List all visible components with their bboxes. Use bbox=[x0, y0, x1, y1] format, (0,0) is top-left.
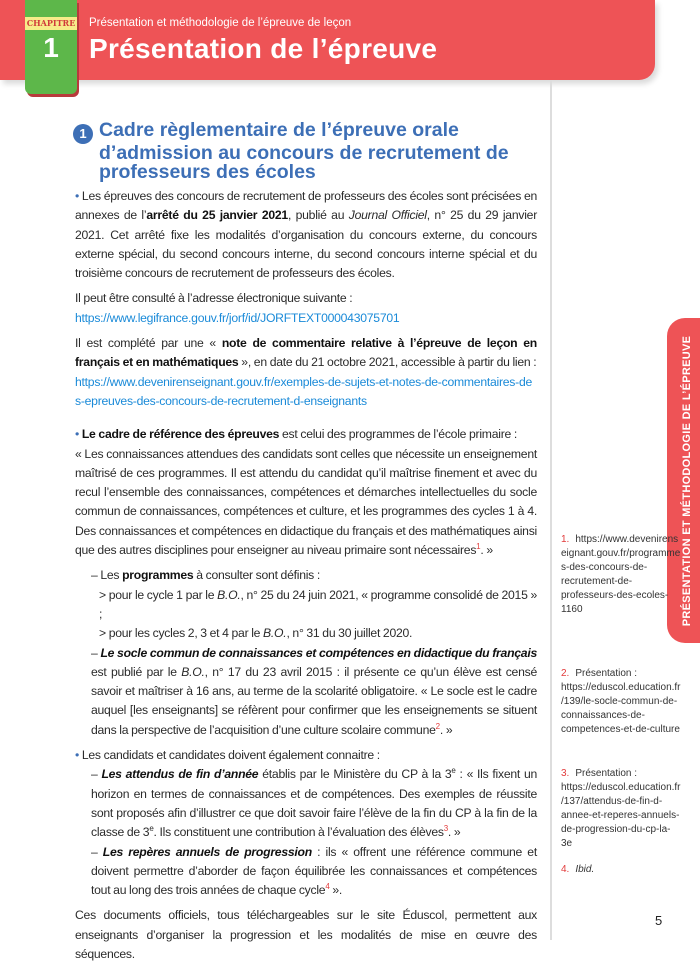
paragraph bbox=[75, 746, 537, 765]
side-tab-label: PRÉSENTATION ET MÉTHODOLOGIE DE L’ÉPREUVE bbox=[681, 335, 693, 626]
text-segment: – Les bbox=[91, 568, 123, 583]
text-segment: . Ils constituent une contribution à l’évaluation des élèves bbox=[153, 825, 444, 840]
footnote-ref[interactable]: 3 bbox=[443, 824, 448, 834]
text-segment: Les candidats et candidates doivent également connaitre : bbox=[81, 748, 380, 763]
text-segment: Le cadre de référence des épreuves bbox=[81, 427, 280, 442]
text-segment: B.O. bbox=[217, 587, 241, 602]
footnote-ref[interactable]: 2 bbox=[435, 721, 440, 731]
chapter-label: CHAPITRE bbox=[26, 18, 76, 28]
paragraph bbox=[75, 334, 537, 373]
text-segment: Journal Officiel bbox=[348, 208, 427, 223]
footnote bbox=[561, 667, 681, 737]
margin-notes bbox=[561, 533, 681, 877]
paragraph bbox=[75, 644, 537, 740]
text-segment: , n° 25 du 29 janvier 2021. Cet arrêté fixe les modalités d’organisation du concours externe, du concours externe spécial, du second concours interne, du second concours interne spécial et du troisième concours de recrutement de professeurs des écoles. bbox=[75, 208, 538, 281]
paragraph bbox=[75, 566, 537, 585]
text-segment: : ils « offrent une référence commune et doivent permettre d’aborder de façon équilibrée les connaissances et compétences tout au long des trois années de chaque cycle bbox=[91, 844, 537, 898]
footnote-text: https://www.devenirenseignant.gouv.fr/programmes-des-concours-de-recrutement-de-professeurs-des-ecoles-1160 bbox=[561, 534, 681, 615]
text-segment: Ces documents officiels, tous téléchargeables sur le site Éduscol, permettent aux enseignants d’organiser la progression et les modalités de mise en œuvre des séquences. bbox=[75, 908, 537, 961]
bullet-icon: • bbox=[75, 427, 82, 442]
text-segment: Les épreuves des concours de recrutement de professeurs des écoles sont précisées en annexes de l’ bbox=[75, 189, 537, 223]
text-segment: Le socle commun de connaissances et compétences en didactique du français bbox=[100, 645, 537, 660]
url-link[interactable]: https://www.legifrance.gouv.fr/jorf/id/JORFTEXT000043075701 bbox=[75, 310, 400, 325]
page-number: 5 bbox=[655, 913, 663, 928]
text-segment: Les attendus de fin d’année bbox=[101, 767, 259, 782]
paragraph bbox=[75, 586, 537, 625]
bullet-icon: • bbox=[75, 748, 82, 763]
text-segment: B.O. bbox=[263, 626, 287, 641]
text-segment: Les repères annuels de progression bbox=[102, 844, 312, 859]
footnote bbox=[561, 533, 681, 617]
text-segment: > pour le cycle 1 par le bbox=[99, 587, 218, 602]
paragraph bbox=[75, 445, 537, 561]
footnote-number: 1. bbox=[561, 534, 570, 545]
chapter-header bbox=[0, 0, 655, 80]
text-segment: Il est complété par une « bbox=[75, 336, 222, 351]
text-segment: . » bbox=[447, 825, 461, 840]
paragraph bbox=[75, 373, 537, 412]
text-segment: , n° 17 du 23 avril 2015 : il présente ce qu’un élève est censé savoir et maîtriser à 16 ans, au terme de la scolarité obligatoire. « Le socle est le cadre auquel [les enseignants] se réfèrent pour confirmer que les enseignements se situent dans la perspective de l’acquisition d’une culture scolaire commune bbox=[91, 664, 537, 737]
footnote-text: Présentation : https://eduscol.education.fr/137/attendus-de-fin-d-annee-et-reperes-annuels-de-progression-du-cp-la-3e bbox=[561, 768, 681, 849]
section-title: Cadre règlementaire de l’épreuve orale d’admission au concours de recrutement de professeurs des écoles bbox=[99, 119, 509, 183]
content-column bbox=[73, 121, 537, 970]
section-heading bbox=[73, 121, 528, 181]
text-segment: . » bbox=[439, 722, 453, 737]
chapter-badge bbox=[25, 0, 77, 94]
footnote-ref[interactable]: 4 bbox=[325, 882, 330, 892]
footnote-ref[interactable]: 1 bbox=[476, 541, 481, 551]
text-segment: à consulter sont définis : bbox=[193, 568, 320, 583]
text-segment: établis par le Ministère du CP à la 3 bbox=[258, 767, 452, 782]
text-segment: est publié par le bbox=[91, 664, 182, 679]
paragraph bbox=[75, 765, 537, 842]
text-segment: e bbox=[149, 824, 154, 834]
chapter-supertitle: Présentation et méthodologie de l’épreuve de leçon bbox=[89, 17, 352, 29]
text-segment: – bbox=[91, 844, 103, 859]
text-segment: est celui des programmes de l’école primaire : bbox=[279, 427, 518, 442]
text-segment: > pour les cycles 2, 3 et 4 par le bbox=[99, 626, 264, 641]
footnote-number: 3. bbox=[561, 768, 570, 779]
text-segment: B.O. bbox=[181, 664, 205, 679]
paragraph bbox=[75, 289, 537, 308]
paragraph bbox=[75, 309, 537, 328]
paragraph bbox=[75, 425, 537, 444]
url-link[interactable]: https://www.devenirenseignant.gouv.fr/exemples-de-sujets-et-notes-de-commentaires-des-epreuves-des-concours-de-recrutement-d-enseignants bbox=[75, 374, 533, 408]
footnote-number: 4. bbox=[561, 864, 570, 875]
paragraph bbox=[75, 624, 537, 643]
footnote bbox=[561, 767, 681, 851]
main-text bbox=[73, 187, 537, 964]
paragraph bbox=[75, 906, 537, 964]
text-segment: e bbox=[451, 766, 456, 776]
text-segment: arrêté du 25 janvier 2021 bbox=[146, 208, 288, 223]
text-segment: note de commentaire relative à l’épreuve de leçon en français et en mathématiques bbox=[75, 336, 537, 370]
text-segment: , n° 31 du 30 juillet 2020. bbox=[286, 626, 413, 641]
text-segment: », en date du 21 octobre 2021, accessible à partir du lien : bbox=[238, 355, 537, 370]
text-segment: programmes bbox=[122, 568, 194, 583]
text-segment: , publié au bbox=[287, 208, 349, 223]
footnote bbox=[561, 863, 681, 877]
text-segment: – bbox=[91, 645, 101, 660]
text-segment: « Les connaissances attendues des candidats sont celles que nécessite un enseignement maîtrisé de ces programmes. Il est attendu du candidat qu’il maîtrise finement et avec du recul l’ensemble des connaissances, compétences et démarches intellectuelles du socle commun de connaissances, compétences et culture, et les programmes des cycles 1 à 4. Des connaissances et compétences en didactique du français et des mathématiques ainsi que des autres disciplines pour enseigner au niveau primaire sont nécessaires bbox=[75, 446, 537, 558]
page-title: Présentation de l’épreuve bbox=[89, 33, 438, 64]
text-segment: ». bbox=[329, 883, 343, 898]
text-segment: , n° 25 du 24 juin 2021, « programme consolidé de 2015 » ; bbox=[99, 587, 537, 621]
footnote-text: Ibid. bbox=[575, 864, 595, 875]
footnote-number: 2. bbox=[561, 668, 570, 679]
bullet-icon: • bbox=[75, 189, 82, 203]
chapter-number: 1 bbox=[43, 32, 59, 63]
text-segment: : « Ils fixent un horizon en termes de connaissances et de compétences. Des exemples de réussite sont proposés afin d’illustrer ce que doit savoir faire l’élève de la fin du CP à la fin de la classe de 3 bbox=[91, 767, 538, 840]
margin-divider bbox=[550, 80, 552, 940]
text-segment: . » bbox=[480, 543, 493, 558]
section-number-badge: 1 bbox=[73, 124, 93, 144]
paragraph bbox=[75, 843, 537, 901]
text-segment: Il peut être consulté à l’adresse électronique suivante : bbox=[75, 291, 353, 306]
text-segment: – bbox=[91, 767, 102, 782]
footnote-text: Présentation : https://eduscol.education.fr/139/le-socle-commun-de-connaissances-de-competences-et-de-culture bbox=[561, 668, 681, 735]
paragraph bbox=[75, 187, 537, 283]
